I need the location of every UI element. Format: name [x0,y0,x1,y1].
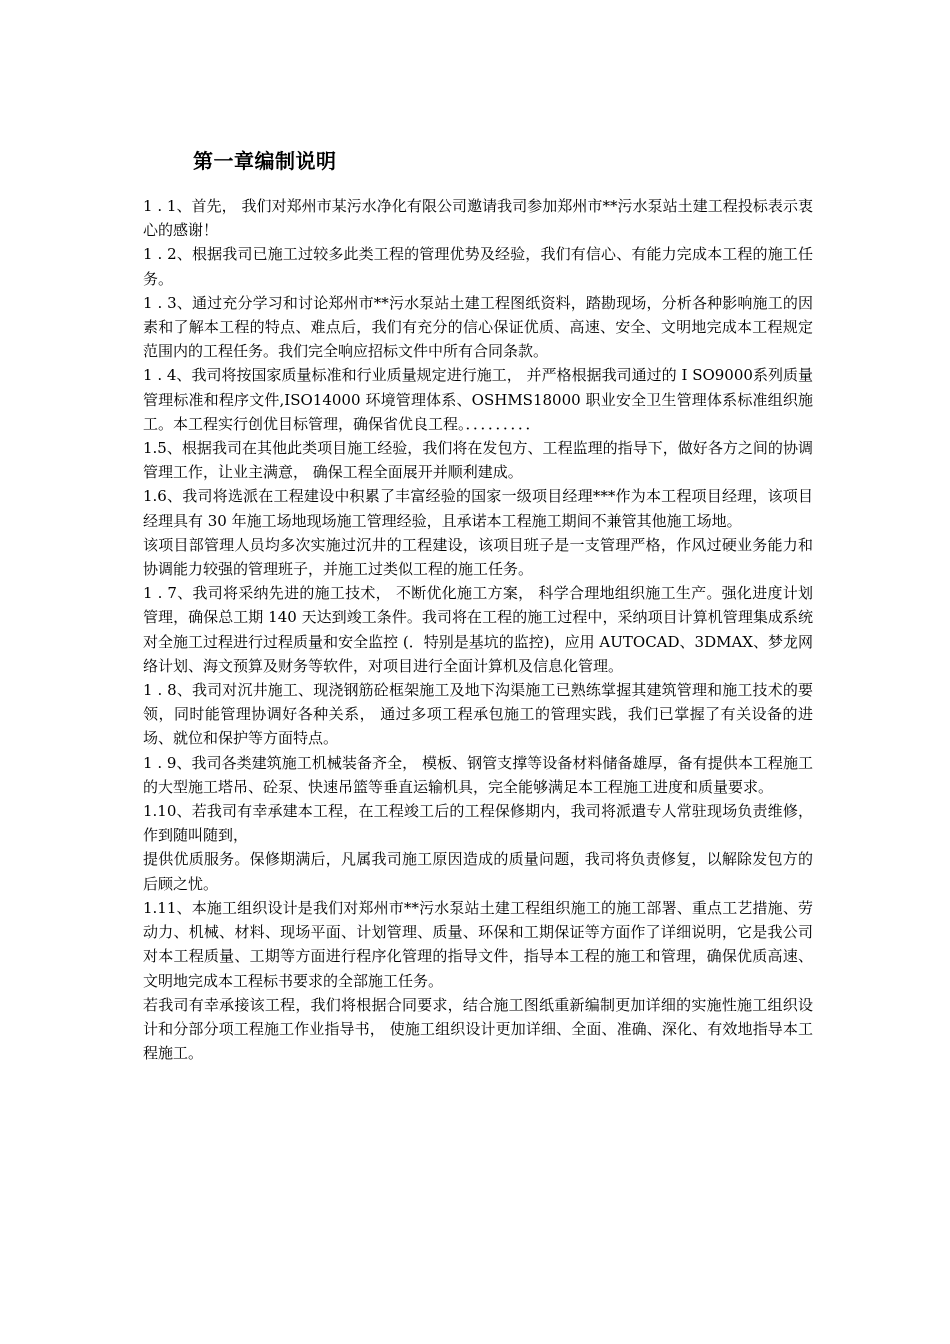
paragraph: 1 . 4、我司将按国家质量标准和行业质量规定进行施工， 并严格根据我司通过的 I SO9000系列质量管理标准和程序文件,ISO14000 环境管理体系、OSHMS18000 职业安全卫生管理体系标准组织施工。本工程实行创优目标管理，确保省优良工程。．．．．．．．．． [143,366,813,433]
paragraph: 若我司有幸承接该工程，我们将根据合同要求，结合施工图纸重新编制更加详细的实施性施工组织设计和分部分项工程施工作业指导书， 使施工组织设计更加详细、全面、准确、深化、有效地指导本工程施工。 [143,995,813,1063]
paragraph: 1.11、本施工组织设计是我们对郑州市**污水泵站土建工程组织施工的施工部署、重点工艺措施、劳动力、机械、材料、现场平面、计划管理、质量、环保和工期保证等方面作了详细说明，它是我公司对本工程质量、工期等方面进行程序化管理的指导文件，指导本工程的施工和管理，确保优质高速、文明地完成本工程标书要求的全部施工任务。 [143,898,813,990]
document-body [143,194,813,1065]
paragraph: 1 . 3、通过充分学习和讨论郑州市**污水泵站土建工程图纸资料，踏勘现场，分析各种影响施工的因素和了解本工程的特点、难点后，我们有充分的信心保证优质、高速、安全、文明地完成本工程规定范围内的工程任务。我们完全响应招标文件中所有合同条款。 [143,293,813,361]
paragraph: 该项目部管理人员均多次实施过沉井的工程建设，该项目班子是一支管理严格，作风过硬业务能力和协调能力较强的管理班子，并施工过类似工程的施工任务。 [143,535,813,579]
paragraph: 1.6、我司将选派在工程建设中积累了丰富经验的国家一级项目经理***作为本工程项目经理，该项目经理具有 30 年施工场地现场施工管理经验，且承诺本工程施工期间不兼管其他施工场地。 [143,487,813,530]
paragraph: 1.5、根据我司在其他此类项目施工经验，我们将在发包方、工程监理的指导下，做好各方之间的协调管理工作，让业主满意， 确保工程全面展开并顺利建成。 [143,439,813,482]
chapter-title: 第一章编制说明 [193,149,337,173]
paragraph: 1 . 2、根据我司已施工过较多此类工程的管理优势及经验，我们有信心、有能力完成本工程的施工任务。 [143,245,813,288]
paragraph: 1 . 8、我司对沉井施工、现浇钢筋砼框架施工及地下沟渠施工已熟练掌握其建筑管理和施工技术的要领，同时能管理协调好各种关系， 通过多项工程承包施工的管理实践，我们已掌握了有关设备的进场、就位和保护等方面特点。 [143,681,813,748]
paragraph: 1 . 7、我司将采纳先进的施工技术， 不断优化施工方案， 科学合理地组织施工生产。强化进度计划管理，确保总工期 140 天达到竣工条件。我司将在工程的施工过程中，采纳项目计算机管理集成系统对全施工过程进行过程质量和安全监控 (．特别是基坑的监控)，应用 AUTOCAD、3DMAX、梦龙网络计划、海文预算及财务等软件，对项目进行全面计算机及信息化管理。 [143,584,813,675]
paragraph: 提供优质服务。保修期满后，凡属我司施工原因造成的质量问题，我司将负责修复，以解除发包方的后顾之忧。 [143,850,813,893]
paragraph: 1.10、若我司有幸承建本工程，在工程竣工后的工程保修期内，我司将派遣专人常驻现场负责维修，作到随叫随到， [143,802,813,845]
paragraph: 1 . 9、我司各类建筑施工机械装备齐全， 模板、钢管支撑等设备材料储备雄厚，备有提供本工程施工的大型施工塔吊、砼泵、快速吊篮等垂直运输机具，完全能够满足本工程施工进度和质量要求。 [143,753,813,796]
paragraph: 1 . 1、首先， 我们对郑州市某污水净化有限公司邀请我司参加郑州市**污水泵站土建工程投标表示衷心的感谢！ [143,197,813,240]
